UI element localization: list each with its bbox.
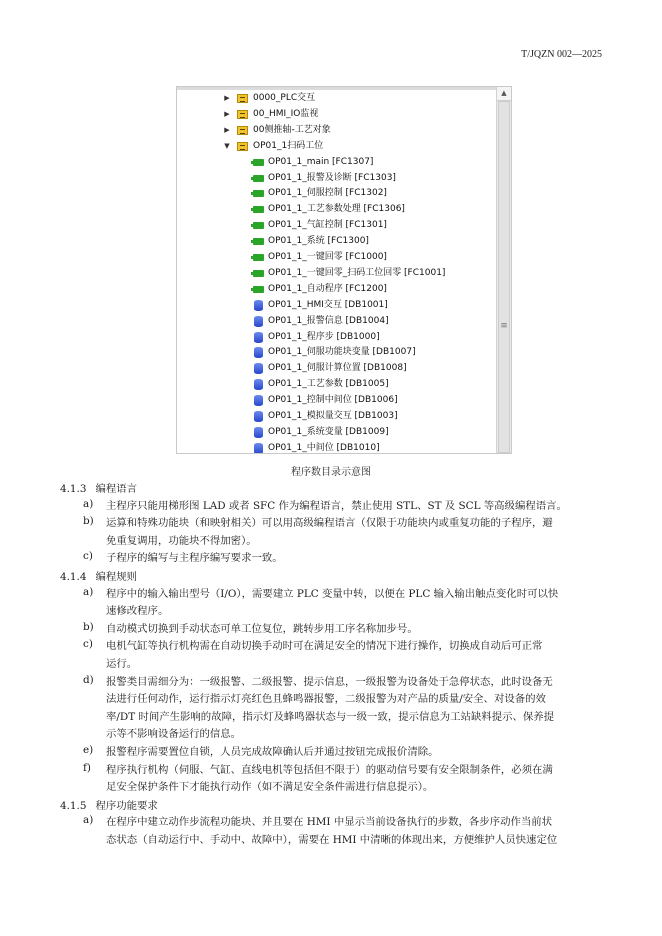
tree-block-label: OP01_1_main [FC1307]: [268, 156, 374, 167]
tree-block-label: OP01_1_系统变量 [DB1009]: [268, 426, 389, 437]
section-heading: [60, 480, 137, 495]
data-block-icon: [254, 363, 263, 374]
data-block-icon: [254, 443, 263, 454]
section-number: 4.1.5: [60, 799, 87, 812]
list-item-marker: c): [83, 638, 93, 651]
document-code: T/JQZN 002—2025: [521, 49, 602, 60]
tree-block-row[interactable]: [177, 155, 495, 169]
tree-folder-row[interactable]: [177, 123, 495, 137]
function-block-icon: [253, 175, 264, 182]
function-block-icon: [253, 206, 264, 213]
collapsed-arrow-icon[interactable]: ▶: [224, 109, 230, 118]
list-item-text: 法进行任何动作，运行指示灯亮红色且蜂鸣器报警，二级报警为对产品的质量/安全、对设备的效: [106, 693, 546, 706]
figure-caption: 程序数目录示意图: [291, 467, 371, 478]
data-block-icon: [254, 427, 263, 438]
tree-block-label: OP01_1_系统 [FC1300]: [268, 236, 369, 247]
tree-block-row[interactable]: [177, 345, 495, 359]
list-item-text: 自动模式切换到手动状态可单工位复位，跳转步用工序名称加步号。: [106, 622, 418, 635]
tree-block-row[interactable]: [177, 377, 495, 391]
tree-block-label: OP01_1_伺服计算位置 [DB1008]: [268, 363, 407, 374]
list-item-text: 足安全保护条件下才能执行动作（如不满足安全条件需进行信息提示）。: [106, 781, 434, 794]
list-item-text: 程序中的输入输出型号（I/O），需要建立 PLC 变量中转，以便在 PLC 输入输出触点变化时可以快: [106, 587, 559, 600]
tree-block-row[interactable]: [177, 409, 495, 423]
tree-folder-label: 0000_PLC交互: [253, 93, 316, 103]
list-item-text: 速修改程序。: [106, 605, 169, 618]
tree-block-row[interactable]: [177, 218, 495, 232]
list-item-text: 报警类目需细分为：一级报警、二级报警、提示信息，一级报警为设备处于急停状态，此时设备无: [106, 675, 553, 688]
tree-block-label: OP01_1_一键回零 [FC1000]: [268, 252, 387, 262]
folder-icon: [237, 126, 248, 135]
list-item-text: 免重复调用，功能块不得加密）。: [106, 534, 257, 547]
section-title: 程序功能要求: [95, 799, 158, 812]
tree-block-row[interactable]: [177, 171, 495, 185]
tree-block-label: OP01_1_工艺参数 [DB1005]: [268, 379, 389, 390]
tree-block-label: OP01_1_HMI交互 [DB1001]: [268, 299, 388, 310]
collapsed-arrow-icon[interactable]: ▶: [224, 94, 230, 102]
tree-block-label: OP01_1_控制中间位 [DB1006]: [268, 395, 398, 406]
tree-block-row[interactable]: [177, 314, 495, 328]
section-number: 4.1.3: [60, 483, 87, 495]
list-item-marker: a): [83, 497, 94, 510]
list-item-text: 示等不影响设备运行的信息。: [106, 728, 242, 741]
tree-block-row[interactable]: [177, 298, 495, 312]
scrollbar-grip-icon: ≡: [500, 321, 508, 331]
list-item-marker: b): [83, 620, 94, 633]
tree-block-label: OP01_1_报警信息 [DB1004]: [268, 315, 389, 326]
vertical-scrollbar[interactable]: [496, 87, 511, 453]
tree-block-label: OP01_1_中间位 [DB1010]: [268, 442, 380, 453]
data-block-icon: [254, 395, 263, 406]
list-item-text: 程序执行机构（伺服、气缸、直线电机等包括但不限于）的驱动信号要有安全限制条件，必须在满: [106, 763, 553, 776]
section-heading: [60, 568, 137, 583]
tree-block-row[interactable]: [177, 361, 495, 375]
function-block-icon: [253, 159, 264, 166]
tree-folder-row[interactable]: [177, 91, 495, 105]
list-item-marker: e): [83, 744, 94, 756]
folder-icon: [237, 110, 248, 119]
function-block-icon: [253, 270, 264, 277]
tree-block-label: OP01_1_伺服控制 [FC1302]: [268, 188, 387, 199]
tree-block-label: OP01_1_自动程序 [FC1200]: [268, 283, 387, 294]
expanded-arrow-icon[interactable]: ▼: [224, 141, 230, 150]
tree-folder-label: 00侧推轴-工艺对象: [253, 124, 331, 135]
tree-block-row[interactable]: [177, 441, 495, 454]
project-tree-figure: [176, 86, 512, 454]
list-item-text: 报警程序需要置位自锁，人员完成故障确认后并通过按钮完成报价清除。: [106, 746, 439, 758]
list-item-text: 率/DT 时间产生影响的故障，指示灯及蜂鸣器状态与一级一致，提示信息为工站缺料提示、保养提: [106, 710, 555, 723]
tree-block-label: OP01_1_报警及诊断 [FC1303]: [268, 172, 396, 183]
tree-block-row[interactable]: [177, 282, 495, 296]
data-block-icon: [254, 300, 263, 311]
tree-block-label: OP01_1_气缸控制 [FC1301]: [268, 220, 387, 231]
tree-block-row[interactable]: [177, 186, 495, 200]
tree-folder-label: 00_HMI_IO监视: [253, 108, 319, 119]
tree-folder-label: OP01_1扫码工位: [253, 140, 324, 151]
list-item-marker: f): [83, 761, 91, 774]
list-item-text: 运算和特殊功能块（和映射相关）可以用高级编程语言（仅限于功能块内或重复功能的子程序，避: [106, 517, 553, 530]
section-title: 编程语言: [95, 483, 138, 495]
list-item-marker: c): [83, 550, 93, 563]
list-item-marker: b): [83, 515, 94, 528]
list-item-marker: d): [83, 673, 94, 686]
tree-folder-row[interactable]: [177, 139, 495, 153]
list-item-marker: a): [83, 585, 94, 598]
function-block-icon: [253, 286, 264, 293]
section-title: 编程规则: [95, 571, 138, 583]
scroll-up-arrow-icon[interactable]: ▲: [497, 87, 511, 101]
tree-block-row[interactable]: [177, 250, 495, 264]
tree-block-label: OP01_1_模拟量交互 [DB1003]: [268, 411, 398, 421]
tree-block-row[interactable]: [177, 393, 495, 407]
list-item-marker: a): [83, 814, 94, 827]
data-block-icon: [254, 411, 263, 422]
folder-icon: [237, 142, 248, 151]
tree-block-label: OP01_1_一键回零_扫码工位回零 [FC1001]: [268, 267, 446, 278]
tree-block-label: OP01_1_伺服功能块变量 [DB1007]: [268, 347, 416, 358]
section-number: 4.1.4: [60, 571, 87, 583]
function-block-icon: [253, 222, 264, 229]
data-block-icon: [254, 316, 263, 327]
list-item-text: 在程序中建立动作步流程功能块、并且要在 HMI 中显示当前设备执行的步数，各步序动作当前状: [106, 816, 553, 829]
data-block-icon: [254, 379, 263, 390]
tree-block-row[interactable]: [177, 234, 495, 248]
tree-top-border: [177, 87, 511, 90]
function-block-icon: [253, 238, 264, 245]
tree-folder-row[interactable]: [177, 107, 495, 121]
tree-block-row[interactable]: [177, 425, 495, 439]
scrollbar-thumb[interactable]: [498, 101, 510, 453]
folder-icon: [237, 94, 248, 103]
section-heading: [60, 797, 158, 812]
list-item-text: 态状态（自动运行中、手动中、故障中），需要在 HMI 中清晰的体现出来，方便维护人员快速定位: [106, 834, 558, 846]
tree-block-row[interactable]: [177, 266, 495, 280]
list-item-text: 主程序只能用梯形图 LAD 或者 SFC 作为编程语言，禁止使用 STL、ST 及 SCL 等高级编程语言。: [106, 499, 567, 512]
tree-block-label: OP01_1_工艺参数处理 [FC1306]: [268, 204, 405, 215]
list-item-text: 运行。: [106, 658, 138, 670]
data-block-icon: [254, 347, 263, 358]
tree-block-row[interactable]: [177, 202, 495, 216]
data-block-icon: [254, 332, 263, 343]
tree-block-label: OP01_1_程序步 [DB1000]: [268, 331, 380, 342]
list-item-text: 子程序的编写与主程序编写要求一致。: [106, 552, 283, 565]
list-item-text: 电机气缸等执行机构需在自动切换手动时可在满足安全的情况下进行操作，切换成自动后可正常: [106, 640, 543, 653]
function-block-icon: [253, 254, 264, 261]
tree-block-row[interactable]: [177, 330, 495, 344]
function-block-icon: [253, 190, 264, 197]
collapsed-arrow-icon[interactable]: ▶: [224, 125, 230, 134]
